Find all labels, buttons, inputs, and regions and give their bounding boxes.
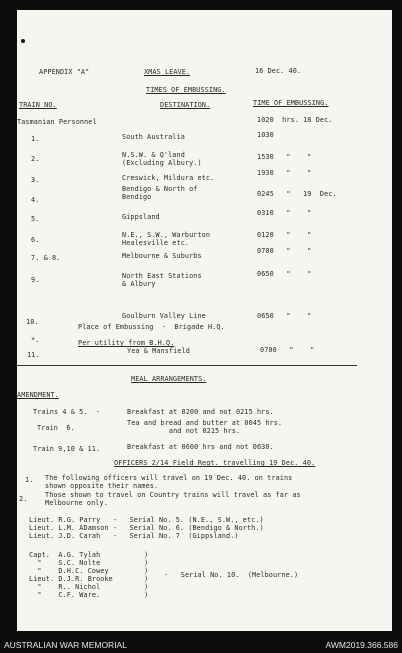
row-no: 4. xyxy=(31,196,40,204)
section-title-embussing: TIMES OF EMBUSSING. xyxy=(146,86,226,94)
row-time: 0120 " " xyxy=(257,231,312,239)
meal-text: Breakfast at 0600 hrs and not 0630. xyxy=(127,443,274,451)
row-time: 0650 " " xyxy=(257,270,312,278)
row-time: 0310 " " xyxy=(257,209,312,217)
footer-source: AUSTRALIAN WAR MEMORIAL xyxy=(4,640,127,650)
column-header-destination: DESTINATION. xyxy=(160,101,211,109)
place-of-embussing: Place of Embussing - Brigade H.Q. xyxy=(78,323,225,331)
officer-serial-line: Lieut. R.G. Parry - Serial No. 5. (N.E., S.W., etc.) xyxy=(29,516,264,524)
row-destination: Bendigo & North of Bendigo xyxy=(122,185,198,201)
row-time: 1530 " " xyxy=(257,153,312,161)
document-date: 16 Dec. 40. xyxy=(255,67,302,75)
row-no: 11. xyxy=(27,351,40,359)
officer-group-line: " R.. Nichol xyxy=(29,583,101,591)
row-no: 3. xyxy=(31,176,40,184)
officer-group-line: " C.F. Ware. xyxy=(29,591,101,599)
row-no: 10. xyxy=(26,318,39,326)
meal-text: Tea and bread and butter at 0045 hrs. and not 0215 hrs. xyxy=(127,419,283,435)
footer-accession-id: AWM2019.366.586 xyxy=(325,640,398,650)
note-text: Those shown to travel on Country trains will travel as far as Melbourne only. xyxy=(45,491,301,507)
row-destination: N.E., S.W., Warburton Healesville etc. xyxy=(122,231,211,247)
row-destination: Creswick, Mildura etc. xyxy=(122,174,215,182)
row-no: Tasmanian Personnel xyxy=(17,118,97,126)
punch-hole xyxy=(21,39,25,43)
officer-group-line: " S.C. Nolte xyxy=(29,559,101,567)
per-utility-note: Per utility from B.H.Q. xyxy=(78,339,175,347)
row-time: 1930 " " xyxy=(257,169,312,177)
officer-serial-line: Lieut. L.M. ADamson - Serial No. 6. (Bendigo & North.) xyxy=(29,524,264,532)
meal-arrangements-heading: MEAL ARRANGEMENTS. xyxy=(131,375,207,383)
row-time: 0245 " 19 Dec. xyxy=(257,190,337,198)
meal-trains: Trains 4 & 5. - xyxy=(33,408,101,416)
officer-group-line: " D.H.C. Cowey xyxy=(29,567,109,575)
row-no: 7. & 8. xyxy=(31,254,61,262)
row-time: 0700 " " xyxy=(260,346,315,354)
section-divider xyxy=(17,365,357,366)
row-destination: North East Stations & Albury xyxy=(122,272,202,288)
meal-trains: Train 6. xyxy=(37,424,75,432)
row-destination: South Australia xyxy=(122,133,185,141)
officer-group-line: Capt. A.G. Tylah xyxy=(29,551,101,559)
meal-text: Breakfast at 0200 and not 0215 hrs. xyxy=(127,408,274,416)
row-time: 1020 hrs. 18 Dec. xyxy=(257,116,333,124)
amendment-heading: AMENDMENT. xyxy=(17,391,59,399)
note-number: 2. xyxy=(19,495,28,503)
row-time: 1030 xyxy=(257,131,274,139)
blank-row-marker: *. xyxy=(31,336,40,344)
row-no: 2. xyxy=(31,155,40,163)
column-header-train-no: TRAIN NO. xyxy=(19,101,57,109)
row-time: 0700 " " xyxy=(257,247,312,255)
officer-group-line: Lieut. D.J.R. Brooke xyxy=(29,575,113,583)
row-destination: Melbourne & Suburbs xyxy=(122,252,202,260)
document-page xyxy=(17,10,392,631)
row-destination: N.S.W. & Q'land (Excluding Albury.) xyxy=(122,151,202,167)
row-destination: Goulburn Valley Line xyxy=(122,312,206,320)
column-header-time: TIME OF EMBUSSING. xyxy=(253,99,329,107)
row-no: 1. xyxy=(31,135,40,143)
row-destination: Yea & Mansfield xyxy=(127,347,190,355)
document-title: XMAS LEAVE. xyxy=(144,68,191,76)
row-no: 6. xyxy=(31,236,40,244)
group-serial: - Serial No. 10. (Melbourne.) xyxy=(164,571,299,579)
meal-trains: Train 9,10 & 11. xyxy=(33,445,101,453)
note-text: The following officers will travel on 19 Dec. 40. on trains shown opposite their names. xyxy=(45,474,293,490)
officer-serial-line: Lieut. J.D. Carah - Serial No. 7 (Gippsland.) xyxy=(29,532,239,540)
row-time: 0650 " " xyxy=(257,312,312,320)
group-brace: ) ) ) ) ) ) xyxy=(144,551,149,599)
row-destination: Gippsland xyxy=(122,213,160,221)
officers-heading: OFFICERS 2/14 Field Regt. travelling 19 Dec. 40. xyxy=(114,459,316,467)
row-no: 5. xyxy=(31,215,40,223)
row-no: 9. xyxy=(31,276,40,284)
note-number: 1. xyxy=(25,476,34,484)
appendix-label: APPENDIX "A" xyxy=(39,68,90,76)
